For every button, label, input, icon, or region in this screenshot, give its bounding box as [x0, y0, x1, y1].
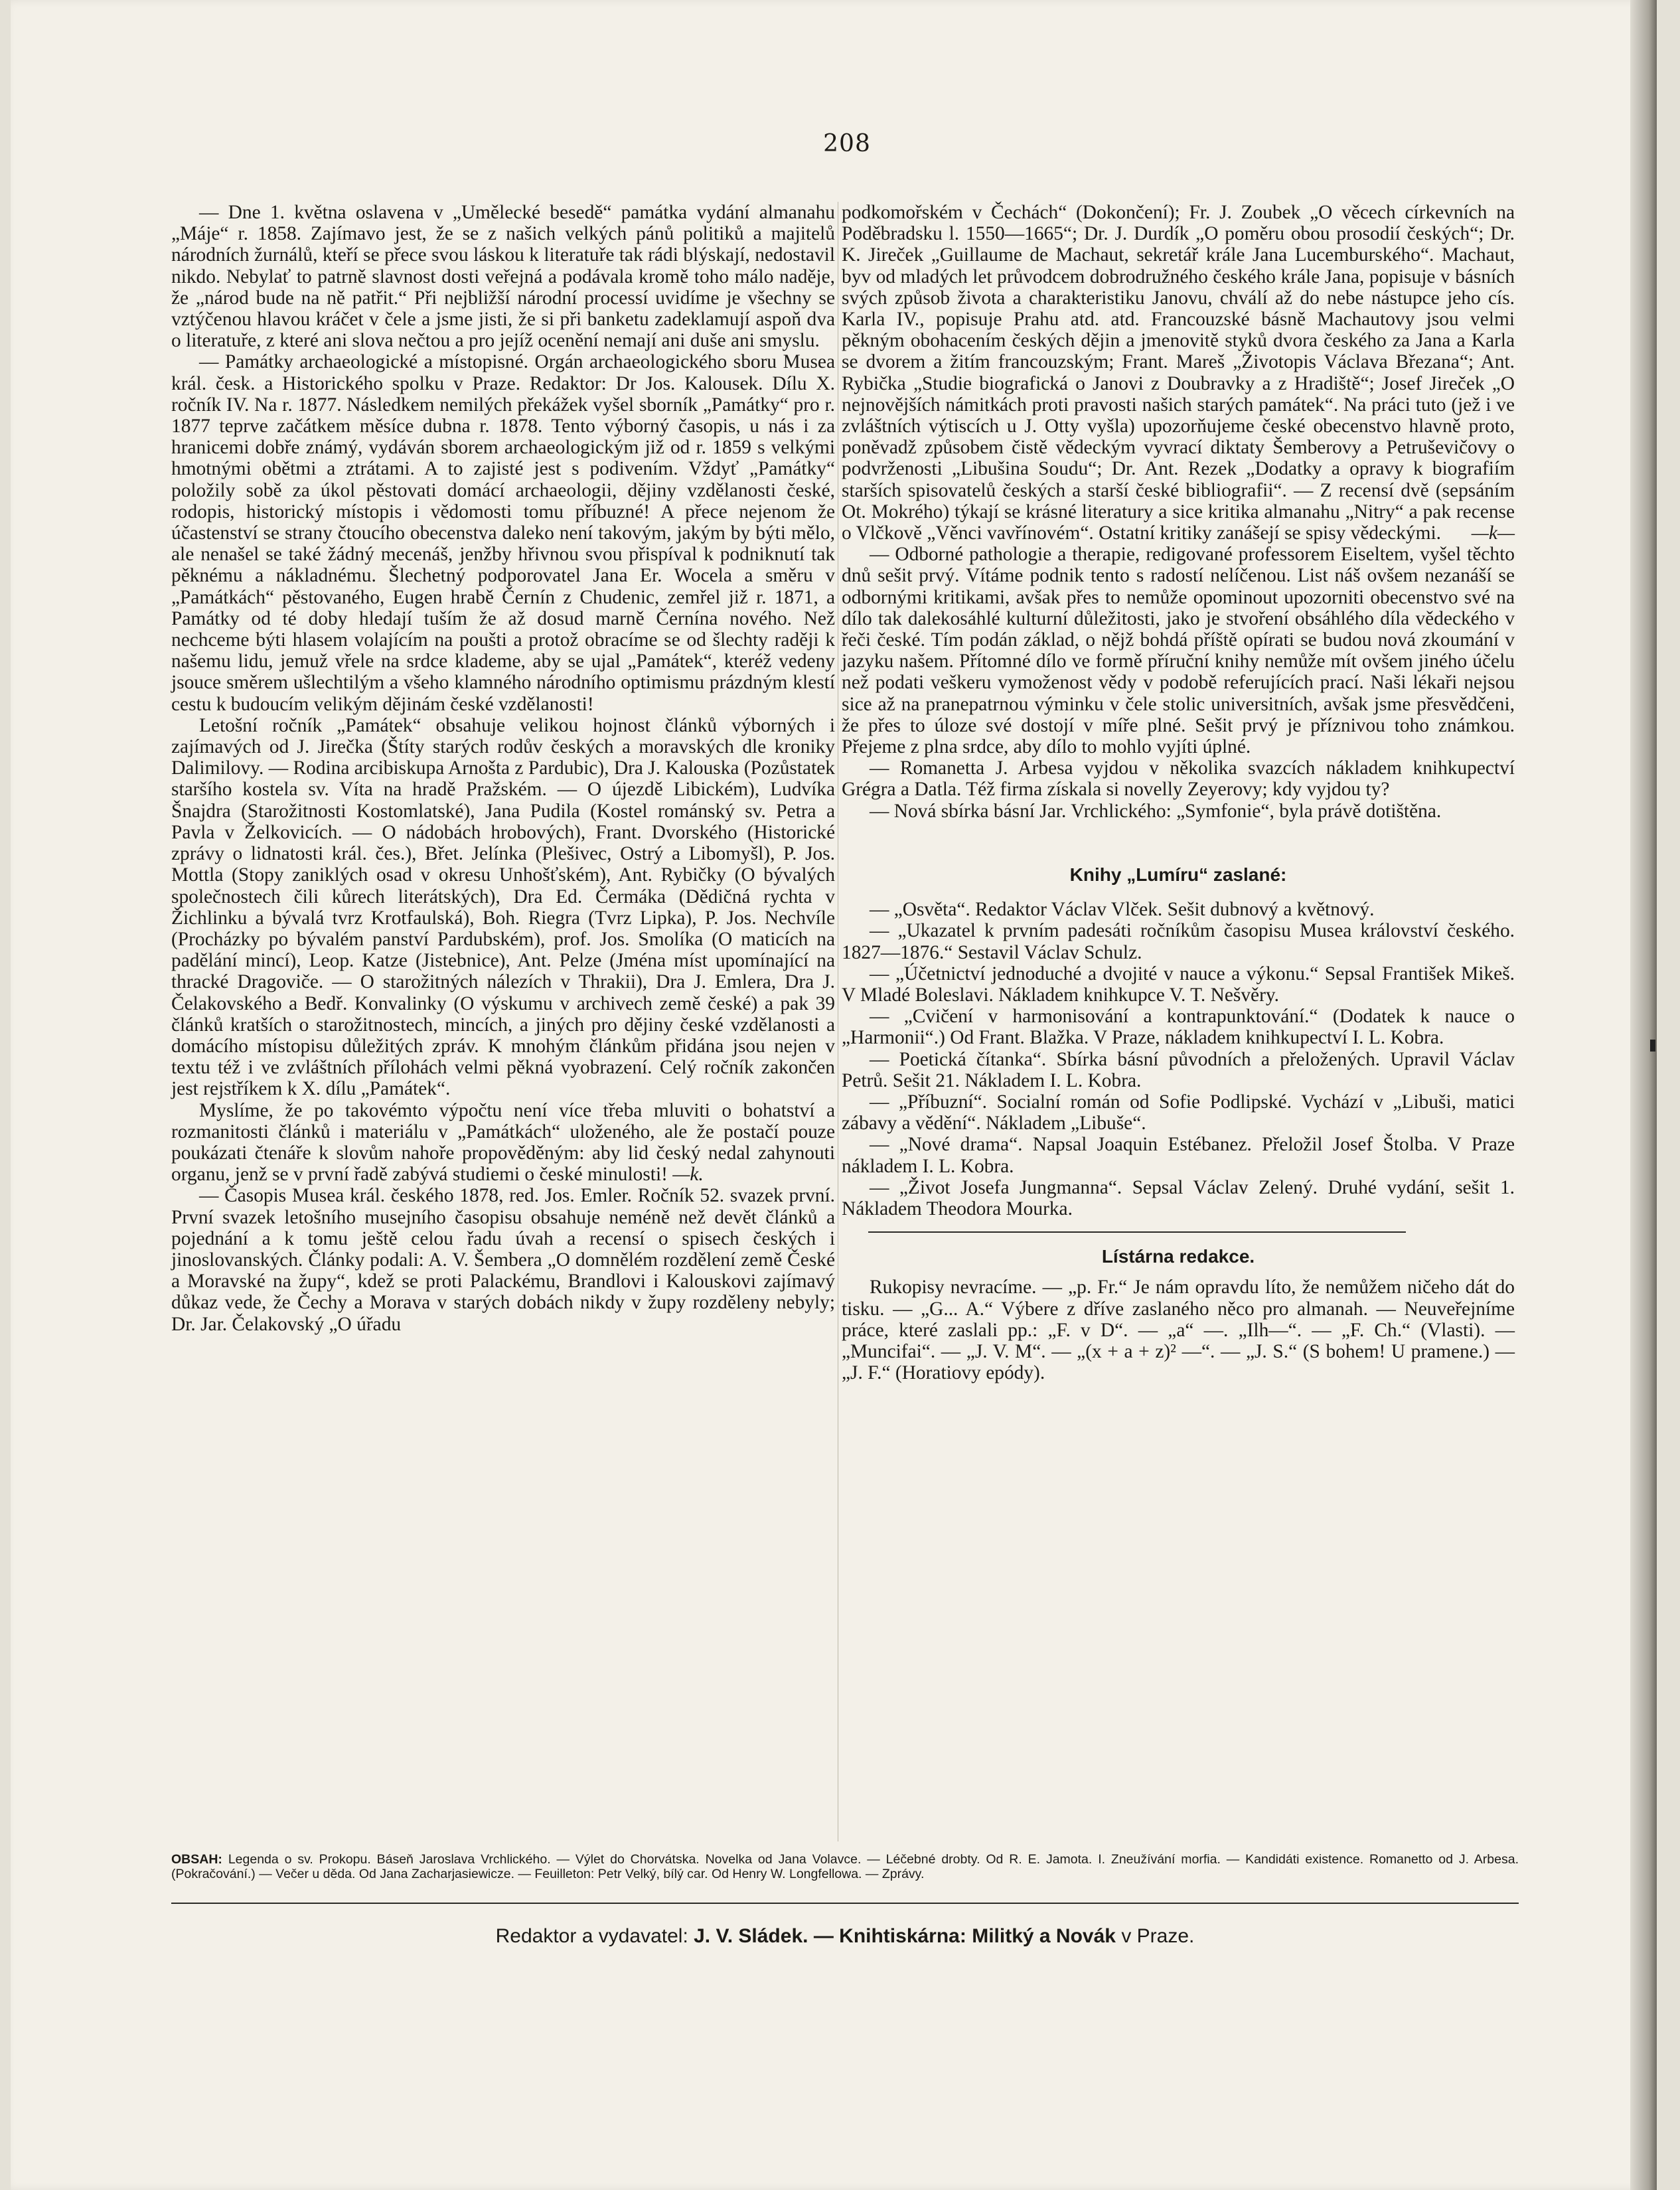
imprint-place: v Praze. [1121, 1925, 1195, 1947]
imprint-printer-label: Knihtiskárna: [839, 1925, 966, 1947]
section-rule [868, 1231, 1406, 1233]
article-paragraph: — Nová sbírka básní Jar. Vrchlického: „Symfonie“, byla právě dotištěna. [870, 800, 1442, 822]
footer-rule [171, 1903, 1519, 1904]
left-column [171, 202, 835, 1335]
edge-mark [1650, 1040, 1655, 1052]
imprint-separator: — [813, 1925, 834, 1947]
page-edge-shadow [1630, 0, 1657, 2190]
spacer [842, 822, 1515, 864]
book-entry: — „Nové drama“. Napsal Joaquin Estébanez. Přeložil Josef Štolba. V Praze nákladem I. L. Kobra. [842, 1134, 1515, 1177]
imprint-line [171, 1925, 1519, 1948]
spacer [842, 886, 1515, 899]
author-signature: —k— [1471, 522, 1515, 544]
book-entry: — Poetická čítanka“. Sbírka básní původních a přeložených. Upravil Václav Petrů. Sešit 21. Nákladem I. L. Kobra. [842, 1048, 1515, 1091]
book-entry: — „Život Josefa Jungmanna“. Sepsal Václav Zelený. Druhé vydání, sešit 1. Nákladem Theodora Mourka. [842, 1176, 1515, 1219]
article-text: Myslíme, že po takovémto výpočtu není více třeba mluviti o bohatství a rozmanitosti článků i materiálu v „Památkách“ uloženého, ale že postačí pouze poukázati čtenáře k slovům nahoře propověděným: aby lid český nedal zahynouti organu, jenž se v první řadě zabývá studiemi o české minulosti! [171, 1099, 835, 1186]
article-text: podkomořském v Čechách“ (Dokončení); Fr. J. Zoubek „O věcech církevních na Poděbradsku l. 1550—1665“; Dr. J. Durdík „O poměru obou prosodií českých“; Dr. K. Jireček „Guillaume de Machaut, sekretář krále Jana Lucemburského“. Machaut, byv od mladých let průvodcem dobrodružného českého krále Jana, popisuje v básních svých způsob života a charakteristiku Janovu, chválí až do nebe nástupce jeho cís. Karla IV., popisuje Prahu atd. atd. Francouzské básně Machautovy jsou velmi pěkným obohacením českých dějin a jmenovitě styků dvora českého za Jana a Karla se dvorem a žitím francouzským; Frant. Mareš „Životopis Václava Březana“; Ant. Rybička „Studie biografická o Janovi z Doubravky a z Hradiště“; Josef Jireček „O nejnovějších námitkách proti pravosti našich starých památek“. Na práci tuto (jež i ve zvláštních výtiscích u J. Otty vyšla) upozorňujeme české obecenstvo hlavně proto, poněvadž způsobem čistě vědeckým vyvrací diktaty Šemberovy a Petruševičovy o podvrženosti „Libušina Soudu“; Dr. Ant. Rezek „Dodatky a opravy k biografiím starších spisovatelů českých a starší české bibliografii“. — Z recensí dvě (sepsáním Ot. Mokrého) týkají se krásné literatury a sice kritika almanahu „Nitry“ a pak recense o Vlčkově „Věnci vavřínovém“. Ostatní kritiky zanášejí se spisy vědeckými. [842, 202, 1515, 544]
page-number: 208 [823, 130, 871, 157]
books-heading: Knihy „Lumíru“ zaslané: [1069, 864, 1287, 885]
book-entry: — „Osvěta“. Redaktor Václav Vlček. Sešit dubnový a květnový. [870, 899, 1375, 921]
article-paragraph [842, 202, 1515, 544]
book-entry: — „Příbuzní“. Socialní román od Sofie Podlipské. Vychází v „Libuši, matici zábavy a vědění“. Nákladem „Libuše“. [842, 1091, 1515, 1134]
spacer [842, 1267, 1515, 1277]
article-paragraph: — Památky archaeologické a místopisné. Orgán archaeologického sboru Musea král. česk. a Historického spolku v Praze. Redaktor: Dr Jos. Kalousek. Dílu X. ročník IV. Na r. 1877. Následkem nemilých překážek vyšel sborník „Památky“ pro r. 1877 teprve začátkem měsíce dubna r. 1878. Tento výborný časopis, u nás i za hranicemi dobře známý, vydáván sborem archaeologickým již od r. 1859 s velkými hmotnými obětmi a ztrátami. A to zajisté jest s podivením. Vždyť „Památky“ položily sobě za úkol pěstovati domácí archaeologii, dějiny vzdělanosti české, rodopis, historický místopis i vědomosti tomu příbuzné! A přece nejenom že účastenství se strany čtoucího obecenstva daleko není takovým, jakým by býti mělo, ale nenašel se také žádný mecenáš, jenžby hřivnou svou přispíval k podniknutí tak pěknému a nákladnému. Šlechetný podporovatel Jana Er. Wocela a směru v „Památkách“ pěstovaného, Eugen hrabě Černín z Chudenic, zemřel již r. 1871, a Památky od té doby hledají tuším že až dosud marně Černína nového. Než nechceme býti hlasem volajícím na poušti a protož obracíme se od šlechty raději k našemu lidu, jemuž vřele na srdce klademe, aby se ujal „Památek“, kteréž vedeny jsouce směrem ušlechtilým a všeho klamného národního optimismu prázdným klestí cestu k budoucím velikým dějinám české vzdělanosti! [171, 351, 835, 715]
article-paragraph: — Romanetta J. Arbesa vyjdou v několika svazcích nákladem knihkupectví Grégra a Datla. Též firma získala si novelly Zeyerovy; kdy vyjdou ty? [842, 757, 1515, 801]
author-signature: —k. [672, 1164, 704, 1186]
page [11, 0, 1657, 2190]
article-paragraph: — Odborné pathologie a therapie, redigované professorem Eiseltem, vyšel těchto dnů sešit prvý. Vítáme podnik tento s radostí nelíčenou. List náš ovšem nezanáší se odbornými kritikami, avšak přes to nemůže opominout upozorniti obecenstvo své na dílo tak dalekosáhlé kulturní důležitosti, jako je stvoření obsáhlého díla vědeckého v řeči české. Tím podán základ, o nějž bohdá příště opírati se budou nová zkoumání v jazyku našem. Přítomné dílo ve formě příruční knihy nemůže mít ovšem jiného účelu než podati veškeru vymoženost vědy v podobě referujících prací. Naši lékaři nejsou sice až na pranepatrnou výminku v čele stolic universitních, avšak jsme přesvědčeni, že přes to úloze své dostojí v míře plné. Sešit prvý je příznivou toho známkou. Přejeme z plna srdce, aby dílo to mohlo vyjíti úplné. [842, 544, 1515, 758]
article-paragraph: — Časopis Musea král. českého 1878, red. Jos. Emler. Ročník 52. svazek první. První svazek letošního musejního časopisu obsahuje neméně než devět článků a pojednání a k tomu ještě celou řadu úvah a recensí o spisech českých i jinoslovanských. Články podali: A. V. Šembera „O domnělém rozdělení země České a Moravské na župy“, kdež se proti Palackému, Brandlovi i Kalouskovi zajímavý důkaz vede, že Čechy a Morava v starých dobách nikdy v župy rozděleny nebyly; Dr. Jar. Čelakovský „O úřadu [171, 1185, 835, 1335]
book-entry: — „Cvičení v harmonisování a kontrapunktování.“ (Dodatek k nauce o „Harmonii“.) Od Frant. Blažka. V Praze, nákladem knihkupectví I. L. Kobra. [842, 1006, 1515, 1049]
article-paragraph: Letošní ročník „Památek“ obsahuje velikou hojnost článků výborných i zajímavých od J. Jirečka (Štíty starých rodův českých a moravských dle kroniky Dalimilovy. — Rodina arcibiskupa Arnošta z Pardubic), Dra J. Kalouska (Pozůstatek staršího kostela sv. Víta na hradě Pražském. — O újezdě Libickém), Ludvíka Šnajdra (Starožitnosti Kostomlatské), Jana Pudila (Kostel románský sv. Petra a Pavla v Želkovicích. — O nádobách hrobových), Frant. Dvorského (Historické zprávy o lidnatosti král. čes.), Břet. Jelínka (Plešivec, Ostrý a Libomyšl), P. Jos. Mottla (Stopy zaniklých osad v okresu Unhošťském), Ant. Rybičky (O bývalých společnostech čili kůrech literátských), Dra Ed. Čermáka (Dědičná rychta v Žichlinku a bývalá tvrz Krotfaulská), Boh. Riegra (Tvrz Lipka), P. Jos. Nechvíle (Procházky po bývalém panství Pardubském), prof. Jos. Smolíka (O maticích na padělání mincí), Leop. Katze (Jistebnice), Ant. Pelze (Jména míst upomínající na thracké Dragoviče. — O starožitných nálezích v Thrakii), Dra J. Emlera, Dra J. Čelakovského a Bedř. Konvalinky (O výskumu v archivech země české) a pak 39 článků kratších o starožitnostech, mincích, a jiných pro dějiny české vzdělanosti a domácího místopisu důležitých zpráv. K mnohým článkům přidána jsou nejen v textu též i ve zvláštních přílohách velmi pěkná vyobrazení. Celý ročník zakončen jest rejstříkem k X. dílu „Památek“. [171, 714, 835, 1100]
contents-label: OBSAH: [171, 1852, 222, 1867]
contents-text: Legenda o sv. Prokopu. Báseň Jaroslava Vrchlického. — Výlet do Chorvátska. Novelka od Jana Volavce. — Léčebné drobty. Od R. E. Jamota. I. Zneužívání morfia. — Kandidáti existence. Romanetto od J. Arbesa. (Pokračování.) — Večer u děda. Od Jana Zacharjasiewicze. — Feuilleton: Petr Velký, bílý car. Od Henry W. Longfellowa. — Zprávy. [171, 1852, 1519, 1881]
article-paragraph: — Dne 1. května oslavena v „Umělecké besedě“ památka vydání almanahu „Máje“ r. 1858. Zajímavo jest, že se z našich velkých pánů politiků a majitelů národních žurnálů, kteří se přece svou láskou k literatuře tak rádi blýskají, nedostavil nikdo. Nebylať to patrně slavnost dosti veřejná a podávala kromě toho málo naděje, že „národ bude na ně patřit.“ Při nejbližší národní processí uvidíme je všechny se vztýčenou hlavou kráčet v čele a jsme jisti, že si při banketu zadeklamují aspoň dva o literatuře, z které ani slova nečtou a pro jejíž ocenění nemají ani duše ani smyslu. [171, 202, 835, 352]
right-column [842, 202, 1515, 1383]
imprint-editor-label: Redaktor a vydavatel: [495, 1925, 688, 1947]
book-entry: — „Účetnictví jednoduché a dvojité v nauce a výkonu.“ Sepsal František Mikeš. V Mladé Boleslavi. Nákladem knihkupce V. T. Nešvěry. [842, 963, 1515, 1006]
issue-contents [171, 1852, 1519, 1881]
article-paragraph [171, 1100, 835, 1186]
imprint-editor-name: J. V. Sládek. [694, 1925, 808, 1947]
listarna-heading: Lístárna redakce. [1101, 1246, 1255, 1267]
listarna-text: Rukopisy nevracíme. — „p. Fr.“ Je nám opravdu líto, že nemůžem ničeho dát do tisku. — „G... A.“ Výbere z dříve zaslaného něco pro almanah. — Neuveřejníme práce, které zaslali pp.: „F. v D“. — „a“ —. „Ilh—“. — „F. Ch.“ (Vlasti). — „Muncifai“. — „J. V. M“. — „(x + a + z)² —“. — „J. S.“ (S bohem! U pramene.) — „J. F.“ (Horatiovy epódy). [842, 1277, 1515, 1384]
book-entry: — „Ukazatel k prvním padesáti ročníkům časopisu Musea království českého. 1827—1876.“ Sestavil Václav Schulz. [842, 920, 1515, 963]
imprint-printer-name: Militký a Novák [972, 1925, 1116, 1947]
